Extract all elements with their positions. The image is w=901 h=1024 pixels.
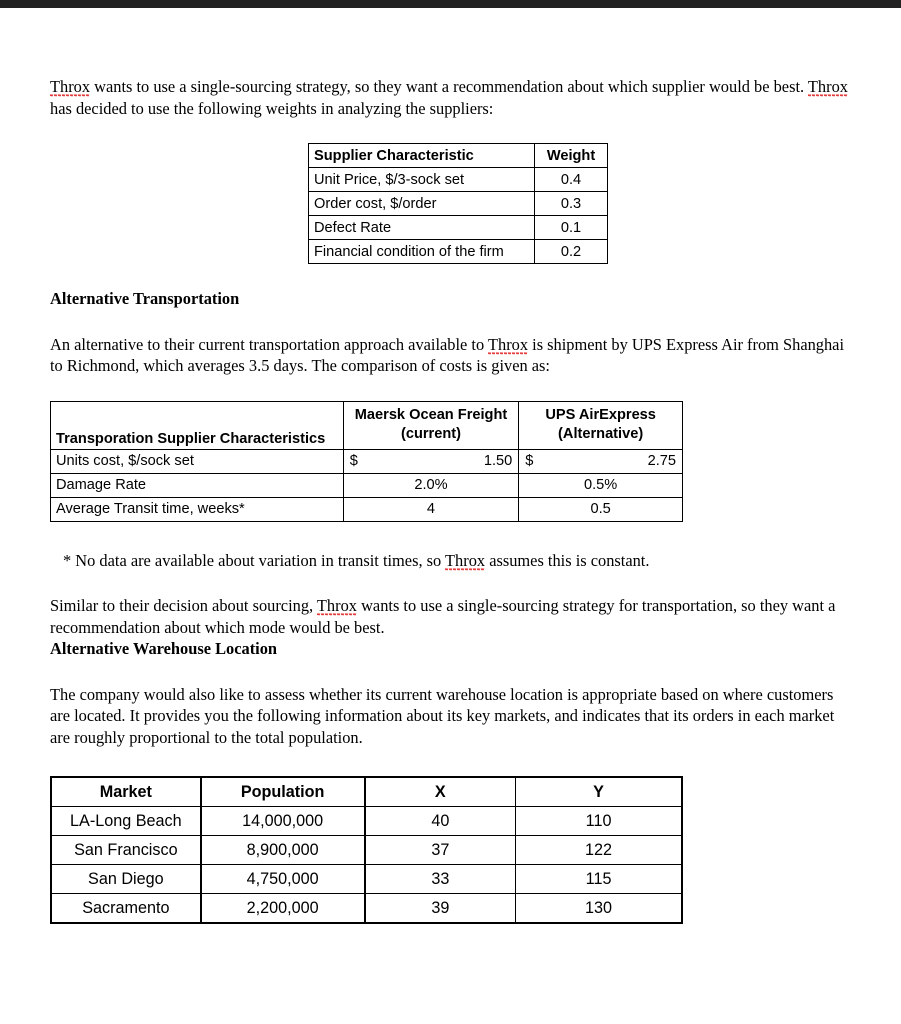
- cell-population: 14,000,000: [201, 807, 365, 836]
- paragraph-warehouse-assessment: The company would also like to assess whether its current warehouse location is appropriate based on where customers are located. It provides you the following information about its key markets, and indicates that its orders in each market are roughly proportional to the total population.: [50, 684, 835, 747]
- cell-characteristic: Unit Price, $/3-sock set: [309, 168, 535, 192]
- cell-ups-unit-cost: [519, 449, 683, 473]
- heading-alternative-transportation: Alternative Transportation: [50, 289, 240, 308]
- cell-weight: 0.2: [535, 240, 608, 264]
- maersk-line-1: Maersk Ocean Freight: [354, 407, 508, 423]
- paragraph-part-a: Similar to their decision about sourcing,: [50, 596, 317, 615]
- paragraph-part-b: is shipment by UPS Express Air from Shanghai to Richmond, which averages 3.5 days. The comparison of costs is given as:: [50, 334, 845, 375]
- spacer: [50, 571, 850, 595]
- ups-line-2: (Alternative): [558, 426, 644, 442]
- table-row: [51, 865, 682, 894]
- cell-maersk-damage-rate: 2.0%: [343, 473, 519, 497]
- table-row: [51, 449, 683, 473]
- table-row: [51, 807, 682, 836]
- cell-x: 33: [365, 865, 516, 894]
- cell-characteristic: Defect Rate: [309, 216, 535, 240]
- table-row: [51, 836, 682, 865]
- column-header-ups: [519, 401, 683, 449]
- cell-population: 4,750,000: [201, 865, 365, 894]
- cell-y: 130: [516, 894, 682, 924]
- column-header-x: X: [365, 777, 516, 807]
- cell-transport-label: Damage Rate: [51, 473, 344, 497]
- cell-ups-damage-rate: 0.5%: [519, 473, 683, 497]
- column-header-characteristic: Supplier Characteristic: [309, 144, 535, 168]
- document-page: [0, 8, 901, 1024]
- cell-population: 2,200,000: [201, 894, 365, 924]
- cell-transport-label: Average Transit time, weeks*: [51, 497, 344, 521]
- paragraph-intro-part-b: has decided to use the following weights in analyzing the suppliers:: [50, 98, 494, 118]
- cell-characteristic: Financial condition of the firm: [309, 240, 535, 264]
- table-header-row: [309, 144, 608, 168]
- spacer: [50, 660, 850, 684]
- footnote-part-b: assumes this is constant.: [485, 550, 650, 570]
- table-row: [51, 894, 682, 924]
- maersk-line-2: (current): [400, 426, 461, 442]
- top-bar: [0, 0, 901, 8]
- column-header-transport-characteristics: Transporation Supplier Characteristics: [51, 401, 344, 449]
- cell-weight: 0.4: [535, 168, 608, 192]
- column-header-weight: Weight: [535, 144, 608, 168]
- heading-alternative-warehouse-location: Alternative Warehouse Location: [50, 639, 278, 658]
- table-row: [51, 497, 683, 521]
- footnote-part-a: * No data are available about variation in transit times, so: [63, 550, 446, 570]
- weights-table-wrapper: [308, 143, 850, 264]
- markets-table: [50, 776, 683, 924]
- paragraph-intro-part-a: wants to use a single-sourcing strategy, so they want a recommendation about which supplier would be best.: [90, 77, 808, 96]
- column-header-y: Y: [516, 777, 682, 807]
- cell-market: San Francisco: [51, 836, 201, 865]
- cell-population: 8,900,000: [201, 836, 365, 865]
- spellcheck-word-throx: Throx: [50, 77, 91, 96]
- cell-x: 40: [365, 807, 516, 836]
- spacer: [50, 119, 850, 143]
- footnote-transit-variation: [50, 550, 850, 572]
- cell-characteristic: Order cost, $/order: [309, 192, 535, 216]
- value: 1.50: [483, 453, 513, 469]
- table-header-row: [51, 777, 682, 807]
- column-header-population: Population: [201, 777, 365, 807]
- cell-maersk-unit-cost: [343, 449, 519, 473]
- document-content: [50, 76, 850, 924]
- cell-y: 115: [516, 865, 682, 894]
- cell-y: 122: [516, 836, 682, 865]
- column-header-maersk: [343, 401, 519, 449]
- cell-weight: 0.1: [535, 216, 608, 240]
- spellcheck-word-throx: Throx: [445, 550, 486, 570]
- paragraph-part-a: An alternative to their current transportation approach available to: [50, 334, 488, 354]
- paragraph-single-sourcing-transport: [50, 595, 850, 638]
- cell-market: Sacramento: [51, 894, 201, 924]
- cell-ups-transit-time: 0.5: [519, 497, 683, 521]
- paragraph-part-b: wants to use a single-sourcing strategy for transportation, so they want a recommendation about which mode would be best.: [50, 596, 836, 637]
- cell-x: 39: [365, 894, 516, 924]
- table-row: [309, 240, 608, 264]
- ups-line-1: UPS AirExpress: [545, 407, 656, 423]
- spacer: [50, 264, 850, 288]
- cell-maersk-transit-time: 4: [343, 497, 519, 521]
- value: 2.75: [647, 453, 676, 469]
- cell-y: 110: [516, 807, 682, 836]
- currency-symbol: $: [525, 453, 534, 469]
- table-row: [309, 216, 608, 240]
- spellcheck-word-throx: Throx: [807, 77, 848, 96]
- cell-market: LA-Long Beach: [51, 807, 201, 836]
- spellcheck-word-throx: Throx: [487, 334, 529, 354]
- table-header-row: [51, 401, 683, 449]
- transportation-comparison-table: [50, 401, 683, 522]
- paragraph-alternative-transport: [50, 334, 850, 377]
- currency-symbol: $: [349, 453, 358, 469]
- cell-x: 37: [365, 836, 516, 865]
- supplier-weights-table: [308, 143, 608, 264]
- cell-market: San Diego: [51, 865, 201, 894]
- table-row: [309, 168, 608, 192]
- cell-weight: 0.3: [535, 192, 608, 216]
- table-row: [51, 473, 683, 497]
- spacer: [50, 522, 850, 550]
- paragraph-intro: [50, 76, 850, 119]
- spacer: [50, 310, 850, 334]
- spacer: [50, 377, 850, 401]
- spacer: [50, 748, 850, 776]
- cell-transport-label: Units cost, $/sock set: [51, 449, 344, 473]
- column-header-market: Market: [51, 777, 201, 807]
- spellcheck-word-throx: Throx: [316, 596, 357, 615]
- table-row: [309, 192, 608, 216]
